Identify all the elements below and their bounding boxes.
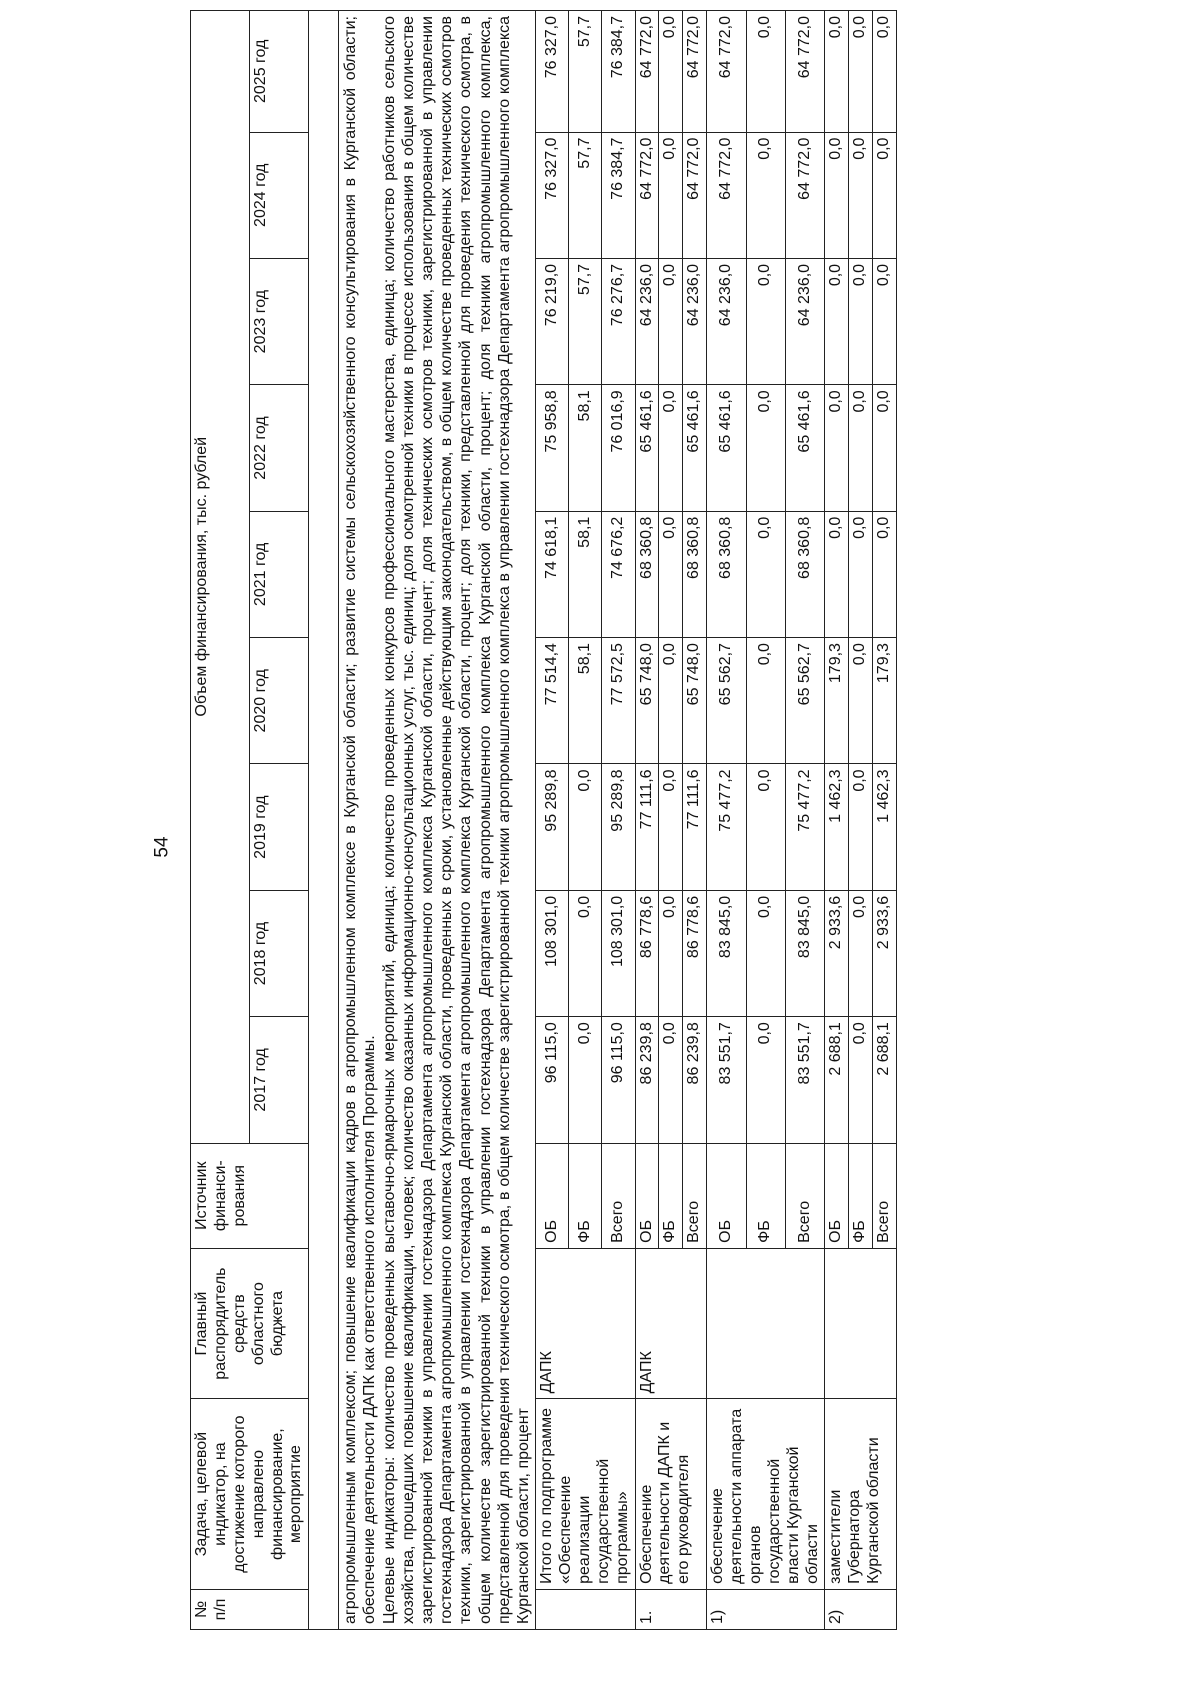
value-cell: 75 477,2 [707,764,746,890]
rotated-page [190,10,1100,1630]
value-cell: 74 676,2 [602,511,635,637]
value-cell: 64 772,0 [785,132,824,258]
value-cell: 0,0 [746,132,785,258]
value-cell: 0,0 [873,132,897,258]
value-cell: 77 111,6 [683,764,707,890]
value-cell: 86 239,8 [635,1017,659,1143]
value-cell: 86 778,6 [635,890,659,1016]
table-row [635,11,659,1630]
row-task: Итого по подпрограмме «Обеспечение реализации государственной программы» [536,1399,635,1590]
value-cell: 76 016,9 [602,385,635,511]
value-cell: 179,3 [873,638,897,764]
value-cell: 68 360,8 [635,511,659,637]
value-cell: 0,0 [849,385,873,511]
value-cell: 0,0 [569,890,602,1016]
value-cell: 0,0 [746,385,785,511]
indicators-text: Целевые индикаторы: количество проведенных выставочно-ярмарочных мероприятий, единица; количество проведенных конкурсов профессионального мастерства, единица; количество работников сельского хозяйства, прошедших повышение квалификации, человек; количество оказанных информационно-консультационных услуг, тыс. единиц; доля осмотренной техники в процессе использования в общем количестве зарегистрированной техники в управлении гостехнадзора Департамента агропромышленного комплекса Курганской области, процент; доля технических осмотров техники, зарегистрированной в управлении гостехнадзора Департамента агропромышленного комплекса Курганской области, проведенных в сроки, установленные действующим законодательством, в общем количестве проведенных технических осмотров техники, зарегистрированной в управлении гостехнадзора Департамента агропромышленного комплекса Курганской области, процент; доля техники, представленной для проведения технического осмотра, в общем количестве зарегистрированной техники в управлении гостехнадзора Департамента агропромышленного комплекса Курганской области, процент; доля техники агропромышленного комплекса, представленной для проведения технического осмотра, в общем количестве зарегистрированной техники агропромышленного комплекса в управлении гостехнадзора Департамента агропромышленного комплекса Курганской области, процент [380,16,532,1624]
value-cell: 65 748,0 [683,638,707,764]
header-year: 2021 год [250,511,309,637]
row-task: обеспечение деятельности аппарата органов государственной власти Курганской области [707,1399,825,1590]
value-cell: 68 360,8 [707,511,746,637]
header-task: Задача, целевой индикатор, на достижение которого направлено финансирование, мероприятие [191,1399,309,1590]
row-manager [825,1248,897,1398]
table-body [309,11,897,1630]
row-source: ОБ [825,1143,849,1248]
value-cell: 95 289,8 [536,764,569,890]
value-cell: 0,0 [659,1017,683,1143]
value-cell: 65 461,6 [635,385,659,511]
value-cell: 0,0 [659,890,683,1016]
value-cell: 64 772,0 [785,11,824,133]
row-number: 1. [635,1589,707,1629]
value-cell: 77 111,6 [635,764,659,890]
value-cell: 0,0 [746,638,785,764]
value-cell: 2 688,1 [825,1017,849,1143]
value-cell: 58,1 [569,385,602,511]
row-number: 2) [825,1589,897,1629]
value-cell: 65 461,6 [707,385,746,511]
value-cell: 0,0 [849,132,873,258]
row-source: Всего [602,1143,635,1248]
value-cell: 0,0 [659,385,683,511]
description-cell [339,11,536,1630]
value-cell: 0,0 [659,638,683,764]
value-cell: 179,3 [825,638,849,764]
value-cell: 64 772,0 [707,11,746,133]
row-number: 1) [707,1589,825,1629]
value-cell: 0,0 [569,1017,602,1143]
value-cell: 0,0 [873,258,897,384]
header-year: 2018 год [250,890,309,1016]
value-cell: 74 618,1 [536,511,569,637]
row-task: заместители Губернатора Курганской области [825,1399,897,1590]
header-year: 2023 год [250,258,309,384]
header-year: 2025 год [250,11,309,133]
header-year: 2024 год [250,132,309,258]
header-year: 2022 год [250,385,309,511]
value-cell: 0,0 [659,258,683,384]
value-cell: 64 236,0 [785,258,824,384]
value-cell: 0,0 [849,890,873,1016]
value-cell: 68 360,8 [683,511,707,637]
value-cell: 1 462,3 [873,764,897,890]
value-cell: 0,0 [825,132,849,258]
spacer-row [309,11,339,1630]
value-cell: 83 551,7 [785,1017,824,1143]
value-cell: 57,7 [569,132,602,258]
value-cell: 77 514,4 [536,638,569,764]
row-task: Обеспечение деятельности ДАПК и его руководителя [635,1399,707,1590]
table-row [707,11,746,1630]
value-cell: 0,0 [746,890,785,1016]
value-cell: 0,0 [873,385,897,511]
value-cell: 76 327,0 [536,132,569,258]
value-cell: 64 772,0 [683,132,707,258]
row-source: ОБ [536,1143,569,1248]
value-cell: 0,0 [746,1017,785,1143]
header-source: Источник финанси-рования [191,1143,309,1248]
description-text: агропромышленным комплексом; повышение квалификации кадров в агропромышленном комплексе в Курганской области; развитие системы сельскохозяйственного консультирования в Курганской области; обеспечение деятельности ДАПК как ответственного исполнителя Программы. [342,16,379,1624]
value-cell: 64 236,0 [683,258,707,384]
value-cell: 95 289,8 [602,764,635,890]
value-cell: 108 301,0 [602,890,635,1016]
table-row [825,11,849,1630]
value-cell: 76 327,0 [536,11,569,133]
value-cell: 0,0 [746,511,785,637]
value-cell: 64 772,0 [635,132,659,258]
value-cell: 64 772,0 [707,132,746,258]
value-cell: 83 845,0 [707,890,746,1016]
row-source: Всего [683,1143,707,1248]
value-cell: 0,0 [849,1017,873,1143]
financing-table [190,10,897,1630]
value-cell: 83 845,0 [785,890,824,1016]
value-cell: 0,0 [849,764,873,890]
row-source: Всего [785,1143,824,1248]
row-number [536,1589,635,1629]
value-cell: 77 572,5 [602,638,635,764]
value-cell: 0,0 [825,258,849,384]
value-cell: 64 772,0 [683,11,707,133]
value-cell: 0,0 [746,258,785,384]
value-cell: 65 562,7 [707,638,746,764]
header-no: № п/п [191,1589,309,1629]
value-cell: 2 933,6 [873,890,897,1016]
value-cell: 0,0 [849,11,873,133]
value-cell: 57,7 [569,258,602,384]
value-cell: 0,0 [746,764,785,890]
value-cell: 0,0 [569,764,602,890]
header-year: 2017 год [250,1017,309,1143]
value-cell: 108 301,0 [536,890,569,1016]
value-cell: 0,0 [659,11,683,133]
value-cell: 76 384,7 [602,132,635,258]
value-cell: 68 360,8 [785,511,824,637]
value-cell: 0,0 [746,11,785,133]
value-cell: 65 562,7 [785,638,824,764]
row-source: ОБ [707,1143,746,1248]
value-cell: 65 748,0 [635,638,659,764]
value-cell: 64 236,0 [635,258,659,384]
value-cell: 0,0 [873,11,897,133]
header-manager: Главный распорядитель средств областного бюджета [191,1248,309,1398]
row-source: ОБ [635,1143,659,1248]
value-cell: 2 933,6 [825,890,849,1016]
value-cell: 2 688,1 [873,1017,897,1143]
value-cell: 76 219,0 [536,258,569,384]
value-cell: 65 461,6 [785,385,824,511]
value-cell: 65 461,6 [683,385,707,511]
row-source: ФБ [569,1143,602,1248]
value-cell: 86 778,6 [683,890,707,1016]
table-header [191,11,309,1630]
page-number: 54 [151,836,173,858]
value-cell: 75 958,8 [536,385,569,511]
value-cell: 0,0 [659,764,683,890]
value-cell: 57,7 [569,11,602,133]
value-cell: 76 276,7 [602,258,635,384]
row-source: ФБ [659,1143,683,1248]
value-cell: 64 236,0 [707,258,746,384]
row-source: ФБ [849,1143,873,1248]
value-cell: 0,0 [825,11,849,133]
value-cell: 75 477,2 [785,764,824,890]
value-cell: 83 551,7 [707,1017,746,1143]
table-row [536,11,569,1630]
row-source: Всего [873,1143,897,1248]
value-cell: 0,0 [825,511,849,637]
value-cell: 96 115,0 [536,1017,569,1143]
value-cell: 0,0 [873,511,897,637]
value-cell: 1 462,3 [825,764,849,890]
row-source: ФБ [746,1143,785,1248]
value-cell: 0,0 [659,511,683,637]
value-cell: 64 772,0 [635,11,659,133]
value-cell: 0,0 [825,385,849,511]
value-cell: 0,0 [849,258,873,384]
row-manager: ДАПК [536,1248,635,1398]
value-cell: 76 384,7 [602,11,635,133]
value-cell: 86 239,8 [683,1017,707,1143]
value-cell: 58,1 [569,511,602,637]
value-cell: 0,0 [849,638,873,764]
header-year: 2019 год [250,764,309,890]
value-cell: 0,0 [659,132,683,258]
value-cell: 0,0 [849,511,873,637]
header-volume: Объем финансирования, тыс. рублей [191,11,250,1144]
row-manager [707,1248,825,1398]
header-year: 2020 год [250,638,309,764]
value-cell: 58,1 [569,638,602,764]
value-cell: 96 115,0 [602,1017,635,1143]
row-manager: ДАПК [635,1248,707,1398]
